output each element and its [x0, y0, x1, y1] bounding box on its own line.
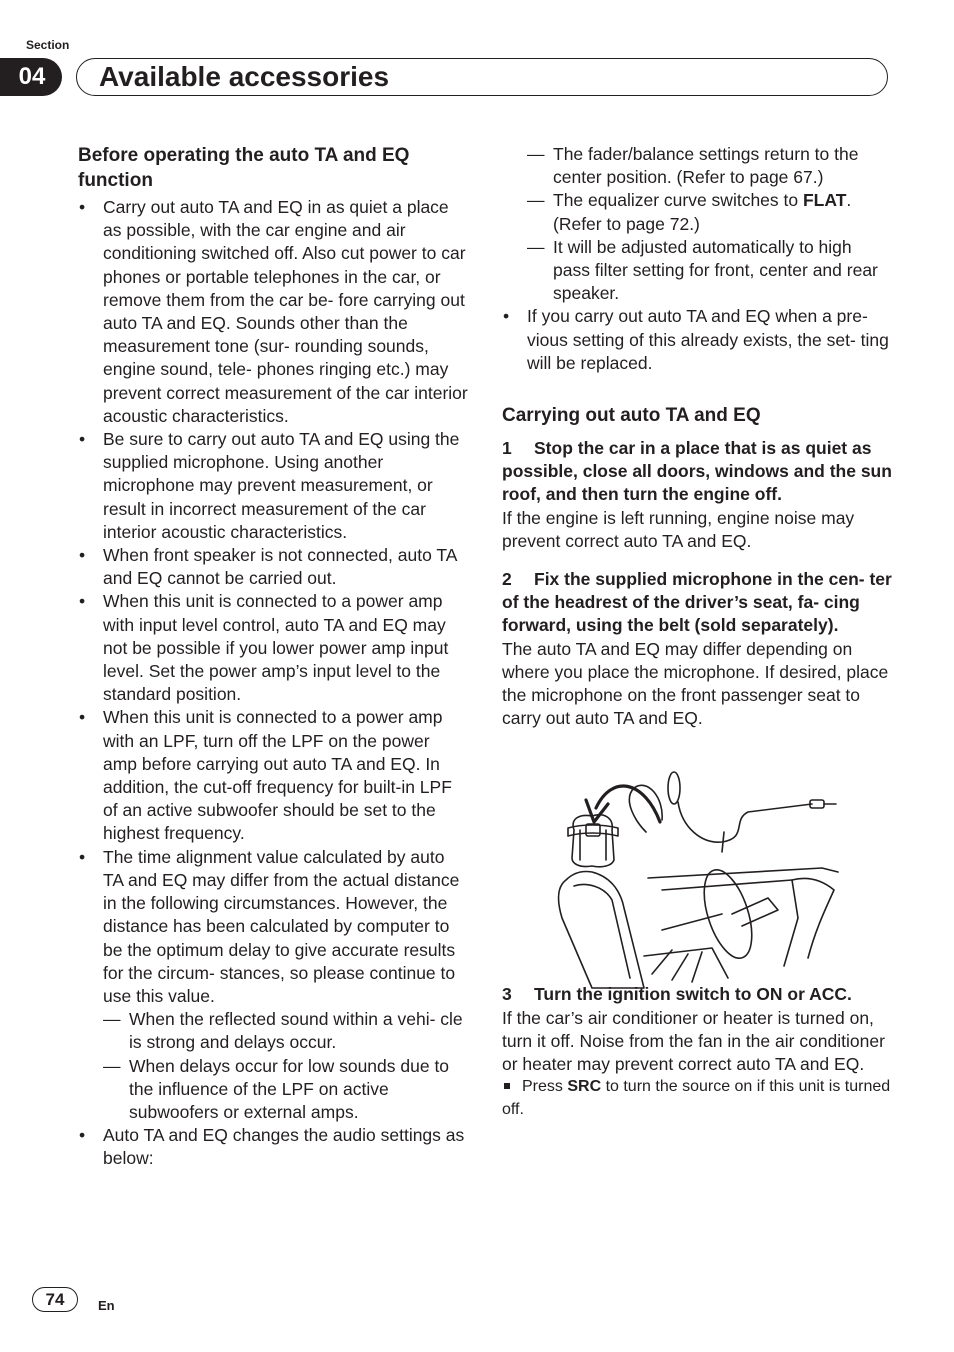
- step-2-heading: [502, 568, 892, 638]
- dash-item: — The fader/balance settings return to the center position. (Refer to page 67.): [527, 143, 892, 189]
- step-1-heading: [502, 437, 892, 507]
- dash-item: — When the reflected sound within a vehi- cle is strong and delays occur.: [103, 1008, 468, 1054]
- language-code: En: [98, 1298, 115, 1313]
- note: [502, 1076, 892, 1121]
- flat-label: FLAT: [802, 190, 847, 211]
- dash-item: — When delays occur for low sounds due to the influence of the LPF on active subwoofers or external amps.: [103, 1055, 468, 1125]
- list-item: [78, 846, 468, 1124]
- microphone-headrest-illustration: [552, 768, 842, 990]
- settings-dash-list: [502, 143, 892, 305]
- list-item: • Auto TA and EQ changes the audio settings as below:: [78, 1124, 468, 1170]
- step-text: Turn the ignition switch to ON or ACC.: [534, 984, 852, 1005]
- list-item: • When front speaker is not connected, auto TA and EQ cannot be carried out.: [78, 544, 468, 590]
- step-3-body: If the car’s air conditioner or heater is turned on, turn it off. Noise from the fan in the air conditioner or heater may prevent correct auto TA and EQ.: [502, 1007, 885, 1075]
- page-title: Available accessories: [99, 61, 390, 92]
- step-1-body: If the engine is left running, engine noise may prevent correct auto TA and EQ.: [502, 507, 855, 551]
- left-heading: Before operating the auto TA and EQ function: [78, 145, 410, 191]
- dash-item: — It will be adjusted automatically to high pass filter setting for front, center and rear speaker.: [527, 236, 892, 306]
- carrying-out-heading: Carrying out auto TA and EQ: [502, 405, 761, 427]
- dash-text: . (Refer to page 72.): [553, 190, 852, 234]
- step-number: 3: [502, 984, 512, 1005]
- dash-text: The equalizer curve switches to: [553, 190, 803, 211]
- right-bullet-list: [502, 305, 892, 375]
- list-item: • If you carry out auto TA and EQ when a pre- vious setting of this already exists, the set- ting will be replaced.: [502, 305, 892, 375]
- list-item: • When this unit is connected to a power amp with an LPF, turn off the LPF on the power amp before carrying out auto TA and EQ. In addition, the cut-off frequency for built-in LPF of an active subwoofer should be set to the highest frequency.: [78, 706, 468, 845]
- section-label: Section: [26, 38, 70, 52]
- step-text: Fix the supplied microphone in the cen- ter of the headrest of the driver’s seat, fa- cing forward, using the belt (sold separately).: [502, 569, 892, 636]
- note-text: Press: [522, 1078, 568, 1096]
- list-item: • Be sure to carry out auto TA and EQ using the supplied microphone. Using another microphone may prevent measurement, or result in incorrect measurement of the car interior acoustic characteristics.: [78, 428, 468, 544]
- list-item-text: The time alignment value calculated by auto TA and EQ may differ from the actual distance in the following circumstances. However, the distance has been calculated by computer to be the optimum delay to give accurate results for the circum- stances, so please continue to use this value.: [103, 846, 460, 1006]
- dash-list: [103, 1008, 468, 1124]
- left-column: [78, 143, 468, 1171]
- step-text: Stop the car in a place that is as quiet as possible, close all doors, windows and the sun roof, and then turn the engine off.: [502, 438, 892, 505]
- note-square-icon: [504, 1083, 510, 1089]
- dash-item: [527, 189, 892, 235]
- left-bullet-list: [78, 196, 468, 1171]
- title-box: [76, 58, 888, 96]
- list-item: • Carry out auto TA and EQ in as quiet a place as possible, with the car engine and air conditioning switched off. Also cut power to car phones or portable telephones in the car, or remove them from the car be- fore carrying out auto TA and EQ. Sounds other than the measurement tone (sur- rounding sounds, engine sound, tele- phones ringing etc.) may prevent correct measurement of the car interior acoustic characteristics.: [78, 196, 468, 428]
- step-2-body: The auto TA and EQ may differ depending on where you place the microphone. If desired, place the microphone on the front passenger seat to carry out auto TA and EQ.: [502, 638, 889, 729]
- step-number: 2: [502, 569, 512, 590]
- note-text: to turn the source on if this unit is turned off.: [502, 1078, 891, 1118]
- src-label: SRC: [567, 1078, 602, 1096]
- section-number-badge: 04: [0, 58, 62, 96]
- page-number: 74: [32, 1287, 78, 1312]
- step-number: 1: [502, 438, 512, 459]
- list-item: • When this unit is connected to a power amp with input level control, auto TA and EQ may not be possible if you lower power amp input level. Set the power amp’s input level to the standard position.: [78, 590, 468, 706]
